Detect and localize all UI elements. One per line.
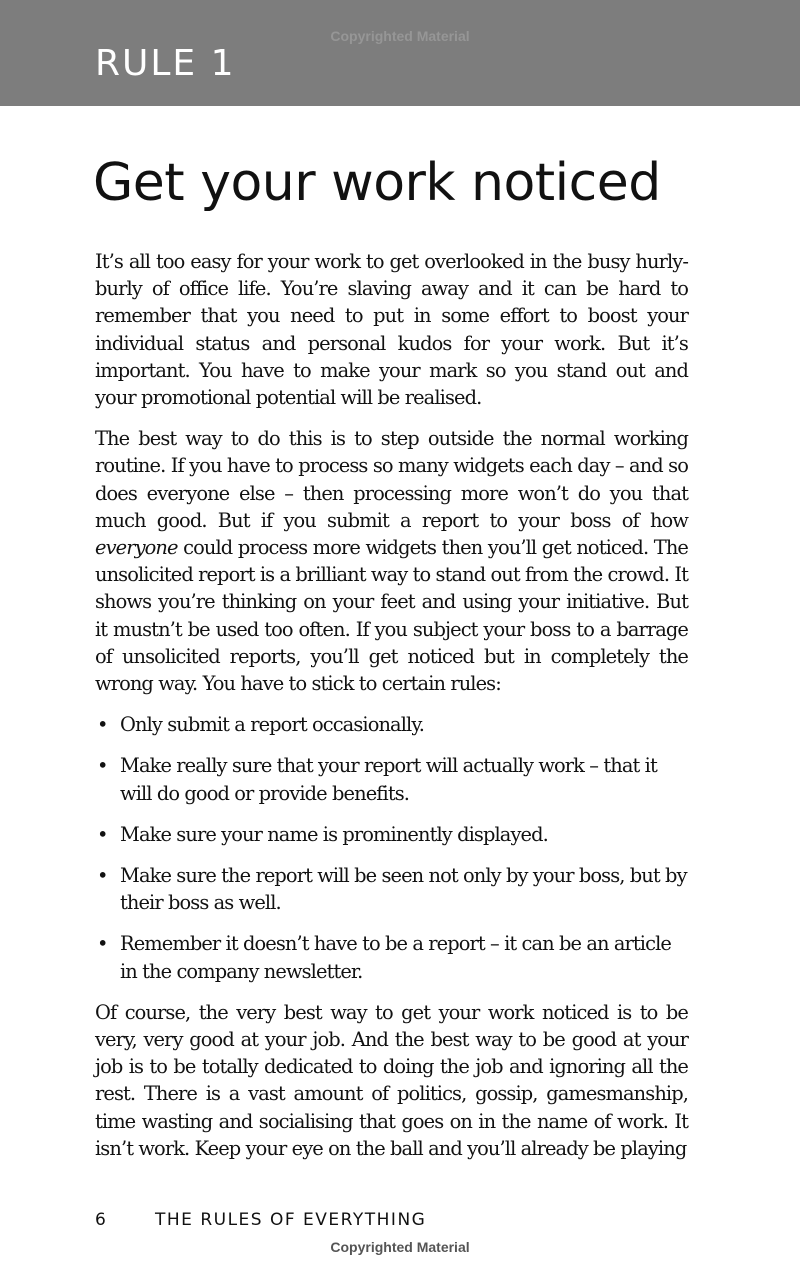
watermark-bottom: Copyrighted Material (330, 1239, 470, 1255)
page-number: 6 (95, 1210, 106, 1230)
header-band (0, 0, 800, 106)
list-item-text: Remember it doesn’t have to be a report – it can be an article in the company newsletter. (120, 932, 671, 983)
body-text (95, 248, 688, 1176)
page-title: Get your work noticed (93, 153, 661, 213)
bullet-dot: • (97, 754, 108, 778)
list-item (95, 752, 688, 806)
paragraph-2-italic: everyone (95, 536, 178, 560)
paragraph-1: It’s all too easy for your work to get overlooked in the busy hurly-burly of office life. You’re slaving away and it can be hard to remember that you need to put in some effort to boost your individual status and personal kudos for your work. But it’s important. You have to make your mark so you stand out and your promotional potential will be realised. (95, 250, 688, 410)
bullet-dot: • (97, 713, 108, 737)
running-title: THE RULES OF EVERYTHING (155, 1210, 427, 1230)
page-footer (95, 1210, 426, 1230)
list-item (95, 711, 688, 738)
list-item (95, 930, 688, 984)
list-item (95, 821, 688, 848)
bullet-dot: • (97, 822, 108, 846)
list-item-text: Make sure the report will be seen not only by your boss, but by their boss as well. (120, 864, 687, 915)
rules-list (95, 711, 688, 985)
paragraph-2 (95, 425, 688, 697)
list-item-text: Only submit a report occasionally. (120, 713, 425, 737)
paragraph-2-start: The best way to do this is to step outside the normal working routine. If you have to process so many widgets each day – and so does everyone else – then processing more won’t do you that much good. But if you submit a report to your boss of how (95, 427, 688, 532)
list-item-text: Make really sure that your report will actually work – that it will do good or provide benefits. (120, 754, 657, 805)
list-item-text: Make sure your name is prominently displayed. (120, 822, 548, 846)
watermark-top: Copyrighted Material (330, 28, 470, 44)
bullet-dot: • (97, 864, 108, 888)
list-item (95, 862, 688, 916)
paragraph-2-end: could process more widgets then you’ll get noticed. The unsolicited report is a brilliant way to stand out from the crowd. It shows you’re thinking on your feet and using your initiative. But it mustn’t be used too often. If you subject your boss to a barrage of unsolicited reports, you’ll get noticed but in completely the wrong way. You have to stick to certain rules: (95, 536, 688, 696)
rule-label: RULE 1 (95, 43, 236, 84)
paragraph-3: Of course, the very best way to get your work noticed is to be very, very good at your job. And the best way to be good at your job is to be totally dedicated to doing the job and ignoring all the rest. There is a vast amount of politics, gossip, gamesmanship, time wasting and socialising that goes on in the name of work. It isn’t work. Keep your eye on the ball and you’ll already be playing (95, 1000, 688, 1160)
bullet-dot: • (97, 932, 108, 956)
